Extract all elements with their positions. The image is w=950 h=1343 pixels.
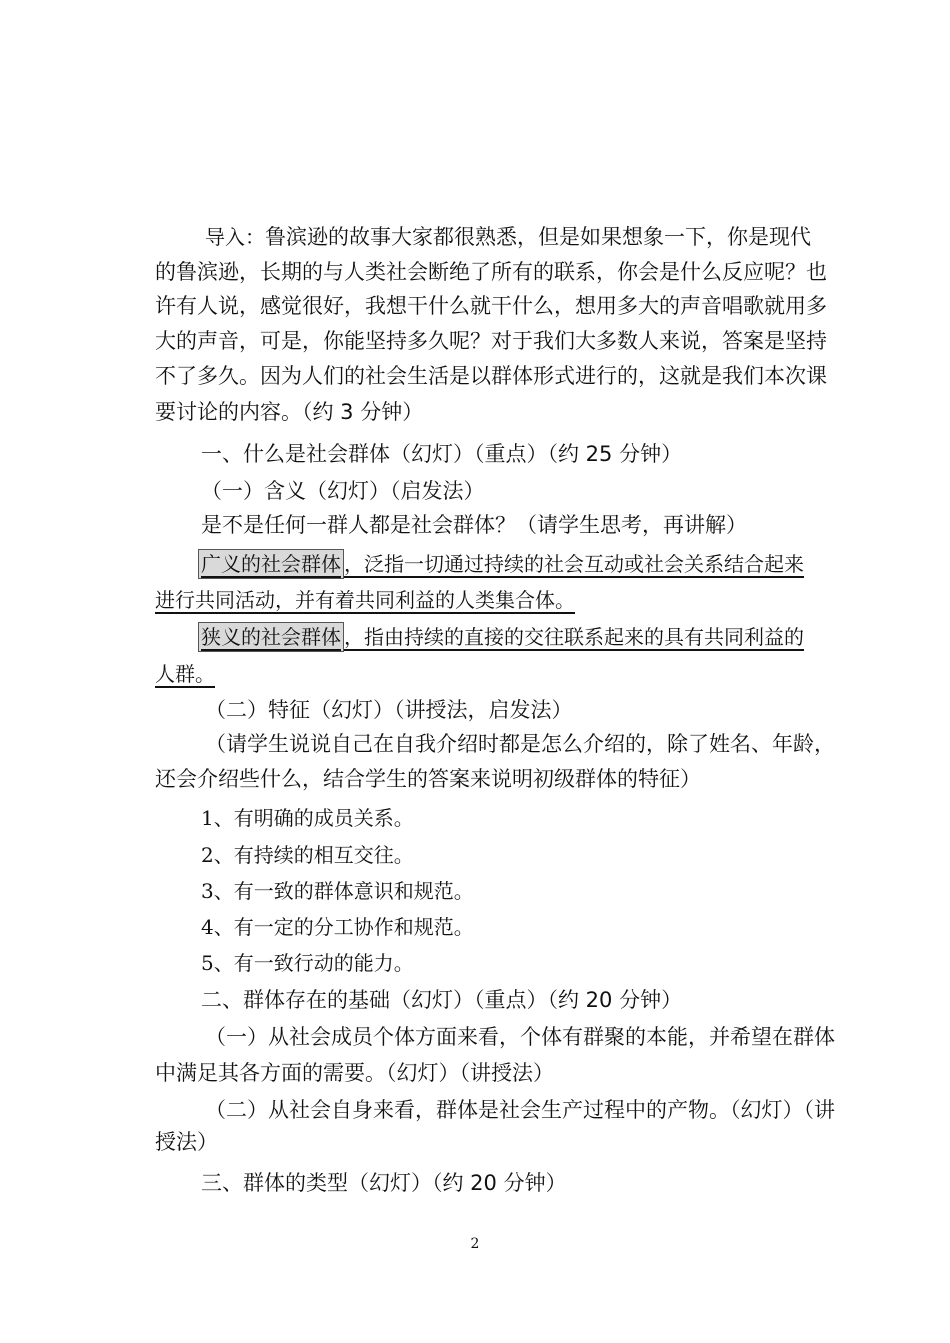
feature-item: 1、有明确的成员关系。 [201, 806, 414, 830]
broad-term-highlight: 广义的社会群体 [198, 549, 344, 579]
feature-item: 5、有一致行动的能力。 [201, 951, 414, 975]
section-2-sub-1-line-2: 中满足其各方面的需要。（幻灯）（讲授法） [155, 1061, 554, 1085]
broad-definition-text-2: 进行共同活动，并有着共同利益的人类集合体。 [155, 588, 575, 612]
intro-line-6: 要讨论的内容。（约 3 分钟） [155, 400, 424, 424]
intro-line-3: 许有人说，感觉很好，我想干什么就干什么，想用多大的声音唱歌就用多 [155, 294, 827, 318]
broad-definition-text-1: ，泛指一切通过持续的社会互动或社会关系结合起来 [344, 552, 804, 576]
narrow-definition-line-2 [155, 658, 215, 690]
section-3-heading: 三、群体的类型（幻灯）（约 20 分钟） [201, 1171, 567, 1195]
feature-item: 2、有持续的相互交往。 [201, 843, 414, 867]
narrow-term-highlight: 狭义的社会群体 [198, 622, 344, 652]
section-2-sub-1-line-1: （一）从社会成员个体方面来看，个体有群聚的本能，并希望在群体 [205, 1025, 835, 1049]
broad-definition-line-1 [198, 548, 804, 580]
section-2-heading: 二、群体存在的基础（幻灯）（重点）（约 20 分钟） [201, 988, 683, 1012]
narrow-definition-text-2: 人群。 [155, 662, 215, 686]
section-2-sub-2-line-1: （二）从社会自身来看，群体是社会生产过程中的产物。（幻灯）（讲 [205, 1098, 835, 1122]
narrow-definition-text-1: ，指由持续的直接的交往联系起来的具有共同利益的 [344, 625, 804, 649]
intro-label: 导入： [205, 225, 265, 249]
intro-line-4: 大的声音，可是，你能坚持多久呢？对于我们大多数人来说，答案是坚持 [155, 329, 827, 353]
section-1-heading: 一、什么是社会群体（幻灯）（重点）（约 25 分钟） [201, 442, 683, 466]
narrow-definition-line-1 [198, 621, 804, 653]
intro-first-line [205, 221, 811, 253]
section-2-sub-2-line-2: 授法） [155, 1130, 218, 1154]
feature-item: 3、有一致的群体意识和规范。 [201, 879, 474, 903]
prompt-line-2: 还会介绍些什么，结合学生的答案来说明初级群体的特征） [155, 767, 701, 791]
prompt-line-1: （请学生说说自己在自我介绍时都是怎么介绍的，除了姓名、年龄， [205, 732, 835, 756]
feature-item: 4、有一定的分工协作和规范。 [201, 915, 474, 939]
intro-line-5: 不了多久。因为人们的社会生活是以群体形式进行的，这就是我们本次课 [155, 364, 827, 388]
broad-definition-line-2 [155, 584, 575, 616]
section-1-question: 是不是任何一群人都是社会群体？（请学生思考，再讲解） [201, 513, 747, 537]
intro-line-2: 的鲁滨逊，长期的与人类社会断绝了所有的联系，你会是什么反应呢？也 [155, 260, 827, 284]
intro-text-1: 鲁滨逊的故事大家都很熟悉，但是如果想象一下，你是现代 [265, 225, 811, 249]
section-1-sub-1: （一）含义（幻灯）（启发法） [201, 479, 485, 503]
section-1-sub-2: （二）特征（幻灯）（讲授法，启发法） [205, 698, 573, 722]
page-number: 2 [470, 1236, 480, 1252]
